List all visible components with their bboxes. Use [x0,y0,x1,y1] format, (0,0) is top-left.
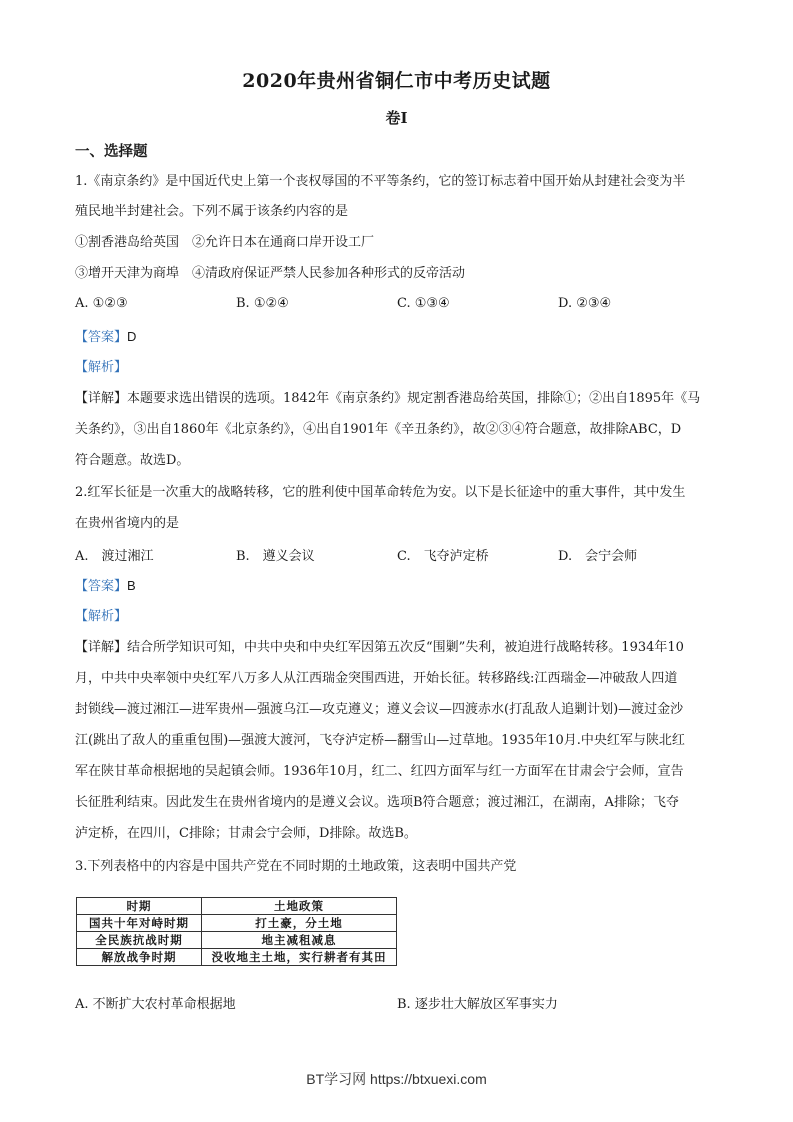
section-heading: 一、选择题 [75,143,148,160]
q3-stem: 3.下列表格中的内容是中国共产党在不同时期的土地政策，这表明中国共产党 [75,859,517,874]
q2-stem-line-2: 在贵州省境内的是 [75,516,180,531]
page-title: 2020年贵州省铜仁市中考历史试题 [242,70,551,92]
q2-option-b: B. 遵义会议 [236,549,315,564]
q2-option-c: C. 飞夺泸定桥 [397,549,489,564]
table-row [77,932,397,949]
table-cell: 国共十年对峙时期 [77,915,202,932]
q3-option-a: A. 不断扩大农村革命根据地 [75,997,236,1012]
q1-option-d: D. ②③④ [558,296,612,311]
q2-analysis-tag: 【解析】 [75,609,128,624]
q1-analysis-tag: 【解析】 [75,360,128,375]
q1-stem-line-1: 1.《南京条约》是中国近代史上第一个丧权辱国的不平等条约，它的签订标志着中国开始从封建社会变为半 [75,174,686,189]
answer-tag: 【答案】 [75,579,128,594]
q2-options [0,545,793,565]
page-footer-watermark: BT学习网 https://btxuexi.com [306,1071,487,1087]
q1-options [0,296,793,316]
land-policy-table [76,897,397,966]
q2-detail-line-3: 封锁线—渡过湘江—进军贵州—强渡乌江—攻克遵义；遵义会议—四渡赤水(打乱敌人追剿计划)—渡过金沙 [75,702,684,717]
table-row [77,949,397,966]
q1-option-a: A. ①②③ [75,296,128,311]
q3-option-b: B. 逐步壮大解放区军事实力 [397,997,558,1012]
q1-detail-line-3: 符合题意。故选D。 [75,453,190,468]
q2-detail-line-5: 军在陕甘革命根据地的吴起镇会师。1936年10月，红二、红四方面军与红一方面军在甘肃会宁会师，宣告 [75,764,684,779]
answer-value: D [127,329,137,344]
q1-stem-line-2: 殖民地半封建社会。下列不属于该条约内容的是 [75,204,349,219]
q2-detail-line-1: 【详解】结合所学知识可知，中共中央和中央红军因第五次反“围剿”失利，被迫进行战略转移。1934年10 [75,640,684,655]
table-cell: 没收地主土地，实行耕者有其田 [202,949,397,966]
q2-detail-line-4: 江(跳出了敌人的重重包围)—强渡大渡河，飞夺泸定桥—翻雪山—过草地。1935年10月.中央红军与陕北红 [75,733,685,748]
q2-option-d: D. 会宁会师 [558,549,638,564]
q3-options [0,993,793,1013]
table-cell: 地主减租减息 [202,932,397,949]
q2-stem-line-1: 2.红军长征是一次重大的战略转移，它的胜利使中国革命转危为安。以下是长征途中的重大事件，其中发生 [75,485,686,500]
q1-answer [75,327,723,348]
paper-volume: 卷Ⅰ [385,109,408,127]
q1-detail-line-1: 【详解】本题要求选出错误的选项。1842年《南京条约》规定割香港岛给英国，排除①；②出自1895年《马 [75,391,701,406]
q1-item-line-2: ③增开天津为商埠 ④清政府保证严禁人民参加各种形式的反帝活动 [75,266,466,281]
q1-option-c: C. ①③④ [397,296,450,311]
table-row [77,915,397,932]
table-cell: 全民族抗战时期 [77,932,202,949]
q2-option-a: A. 渡过湘江 [75,549,154,564]
q2-answer [75,576,723,597]
table-header-row [77,898,397,915]
table-cell: 打土豪，分土地 [202,915,397,932]
q2-detail-line-2: 月，中共中央率领中央红军八万多人从江西瑞金突围西进，开始长征。转移路线:江西瑞金—冲破敌人四道 [75,671,678,686]
q1-item-line-1: ①割香港岛给英国 ②允许日本在通商口岸开设工厂 [75,235,375,250]
q1-detail-line-2: 关条约》，③出自1860年《北京条约》，④出自1901年《辛丑条约》，故②③④符合题意，故排除ABC，D [75,422,682,437]
q1-option-b: B. ①②④ [236,296,289,311]
answer-tag: 【答案】 [75,330,128,345]
table-header-cell: 土地政策 [202,898,397,915]
table-header-cell: 时期 [77,898,202,915]
answer-value: B [127,578,136,593]
table-cell: 解放战争时期 [77,949,202,966]
q2-detail-line-6: 长征胜利结束。因此发生在贵州省境内的是遵义会议。选项B符合题意；渡过湘江，在湖南，A排除；飞夺 [75,795,679,810]
q2-detail-line-7: 泸定桥，在四川，C排除；甘肃会宁会师，D排除。故选B。 [75,826,417,841]
